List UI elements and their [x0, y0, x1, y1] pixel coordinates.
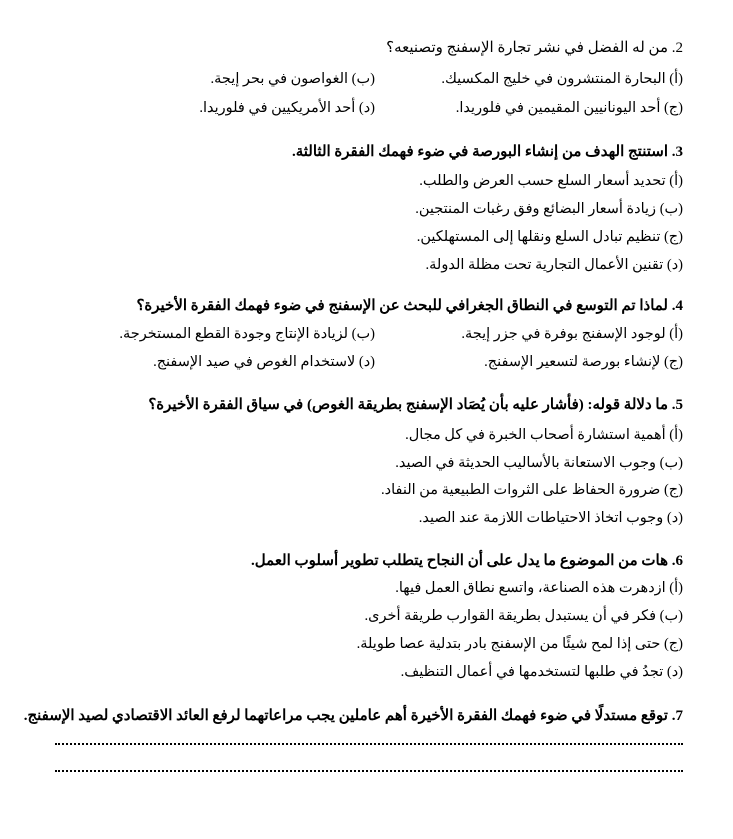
question-4-option-a: (أ) لوجود الإسفنج بوفرة في جزر إيجة. [461, 326, 683, 342]
question-4-option-d: (د) لاستخدام الغوص في صيد الإسفنج. [153, 354, 375, 370]
question-6-option-b: (ب) فكر في أن يستبدل بطريقة القوارب طريقة أخرى. [364, 608, 683, 624]
question-3-title: 3. استنتج الهدف من إنشاء البورصة في ضوء فهمك الفقرة الثالثة. [291, 144, 683, 160]
question-3-option-c: (ج) تنظيم تبادل السلع ونقلها إلى المستهلكين. [416, 229, 683, 245]
question-6-option-d: (د) تجدُ في طلبها لتستخدمها في أعمال التنظيف. [400, 664, 683, 680]
question-5-option-d: (د) وجوب اتخاذ الاحتياطات اللازمة عند الصيد. [418, 510, 683, 526]
question-2-option-a: (أ) البحارة المنتشرون في خليج المكسيك. [441, 71, 683, 87]
question-4-option-c: (ج) لإنشاء بورصة لتسعير الإسفنج. [484, 354, 683, 370]
question-2-option-c: (ج) أحد اليونانيين المقيمين في فلوريدا. [455, 100, 683, 116]
question-6-option-a: (أ) ازدهرت هذه الصناعة، واتسع نطاق العمل فيها. [395, 580, 683, 596]
question-3-option-d: (د) تقنين الأعمال التجارية تحت مظلة الدولة. [425, 257, 683, 273]
question-7-title: 7. توقع مستدلًا في ضوء فهمك الفقرة الأخيرة أهم عاملين يجب مراعاتهما لرفع العائد الاقتصادي لصيد الإسفنج. [23, 708, 683, 724]
question-5-option-a: (أ) أهمية استشارة أصحاب الخبرة في كل مجال. [405, 427, 683, 443]
question-2-option-b: (ب) الغواصون في بحر إيجة. [210, 71, 375, 87]
question-5-option-c: (ج) ضرورة الحفاظ على الثروات الطبيعية من النفاد. [380, 482, 683, 498]
answer-line-1 [55, 743, 683, 745]
question-5-title: 5. ما دلالة قوله: (فأشار عليه بأن يُصَاد الإسفنج بطريقة الغوص) في سياق الفقرة الأخيرة؟ [148, 397, 683, 413]
question-5-option-b: (ب) وجوب الاستعانة بالأساليب الحديثة في الصيد. [395, 455, 683, 471]
question-3-option-a: (أ) تحديد أسعار السلع حسب العرض والطلب. [419, 173, 683, 189]
question-2-title: 2. من له الفضل في نشر تجارة الإسفنج وتصنيعه؟ [386, 40, 683, 56]
answer-line-2 [55, 770, 683, 772]
question-4-option-b: (ب) لزيادة الإنتاج وجودة القطع المستخرجة. [119, 326, 375, 342]
question-3-option-b: (ب) زيادة أسعار البضائع وفق رغبات المنتجين. [415, 201, 683, 217]
question-4-title: 4. لماذا تم التوسع في النطاق الجغرافي للبحث عن الإسفنج في ضوء فهمك الفقرة الأخيرة؟ [136, 298, 683, 314]
question-2-option-d: (د) أحد الأمريكيين في فلوريدا. [199, 100, 375, 116]
question-6-option-c: (ج) حتى إذا لمح شيئًا من الإسفنج بادر بتدلية عصا طويلة. [356, 636, 683, 652]
question-6-title: 6. هات من الموضوع ما يدل على أن النجاح يتطلب تطوير أسلوب العمل. [251, 553, 683, 569]
